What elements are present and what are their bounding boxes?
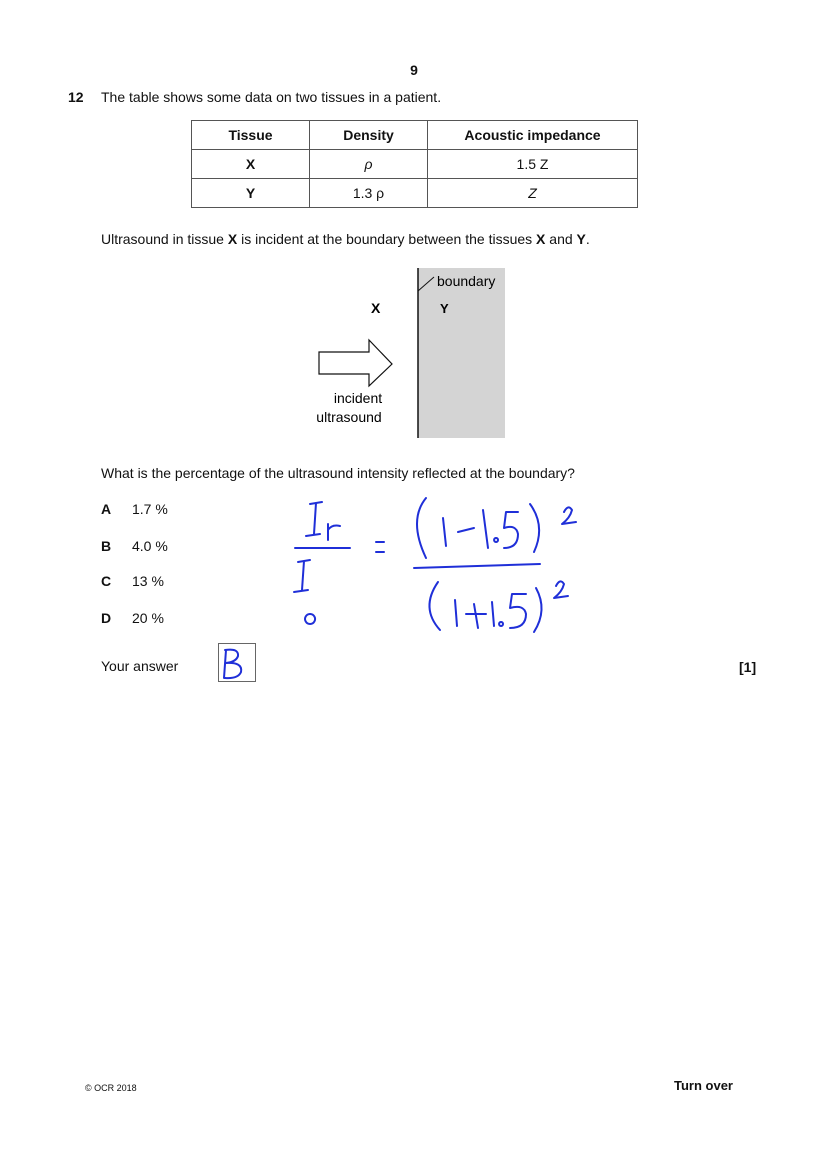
handwritten-working (280, 490, 600, 640)
option-b-letter: B (101, 538, 112, 554)
sentence-part: Y (576, 231, 586, 247)
option-a-letter: A (101, 501, 112, 517)
answer-box[interactable] (218, 643, 256, 682)
question-number: 12 (68, 89, 84, 105)
sentence-part: is incident at the boundary between the tissues (237, 231, 537, 247)
sentence-part: and (545, 231, 577, 247)
your-answer-label: Your answer (101, 658, 179, 674)
table-cell: ρ (310, 150, 428, 179)
option-d-value: 20 % (132, 610, 164, 626)
turn-over: Turn over (674, 1078, 733, 1093)
tissue-y-region (418, 268, 505, 438)
tissue-x-label: X (371, 300, 381, 316)
table-header: Tissue (192, 121, 310, 150)
copyright: © OCR 2018 (85, 1083, 137, 1093)
table-cell: Z (428, 179, 638, 208)
tissue-y-label: Y (440, 301, 449, 316)
option-c-letter: C (101, 573, 112, 589)
table-cell: 1.3 ρ (310, 179, 428, 208)
option-b-value: 4.0 % (132, 538, 168, 554)
handwritten-answer-b (219, 644, 255, 681)
option-c-value: 13 % (132, 573, 164, 589)
sentence-part: X (227, 231, 238, 247)
option-d-letter: D (101, 610, 112, 626)
table-header: Acoustic impedance (428, 121, 638, 150)
boundary-label: boundary (437, 273, 496, 289)
incident-arrow (319, 340, 392, 386)
sentence-part: Ultrasound in tissue (101, 231, 228, 247)
question-intro: The table shows some data on two tissues in a patient. (101, 89, 442, 105)
sentence-part: X (536, 231, 546, 247)
question-prompt: What is the percentage of the ultrasound intensity reflected at the boundary? (101, 465, 575, 481)
page-number: 9 (410, 62, 418, 78)
incident-label-line2: ultrasound (316, 409, 382, 425)
marks-allocation: [1] (739, 659, 757, 675)
table-cell: 1.5 Z (428, 150, 638, 179)
table-cell: X (192, 150, 310, 179)
sentence-part: . (585, 231, 590, 247)
table-header: Density (310, 121, 428, 150)
incident-label-line1: incident (333, 390, 383, 406)
option-a-value: 1.7 % (132, 501, 168, 517)
table-cell: Y (192, 179, 310, 208)
